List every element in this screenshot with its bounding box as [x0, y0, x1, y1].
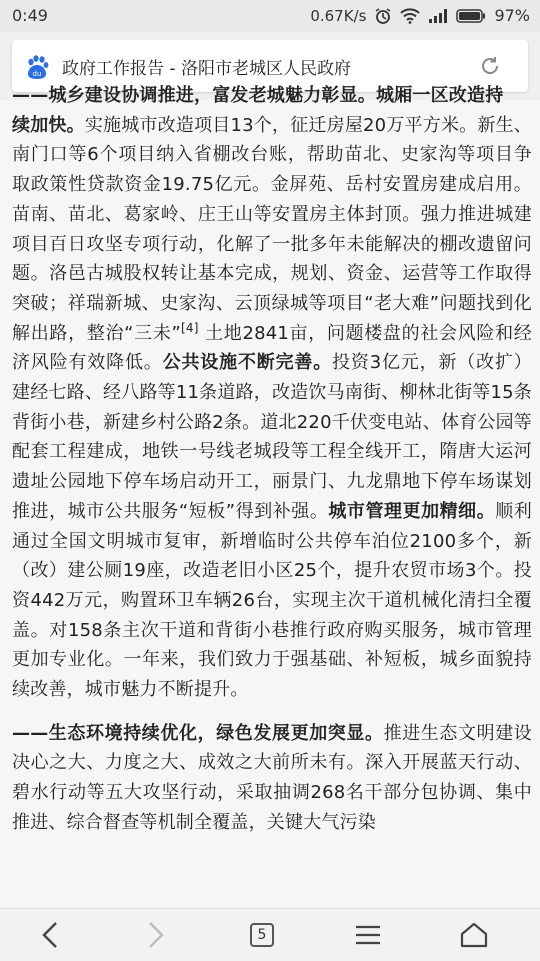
- chevron-right-icon: [146, 921, 166, 949]
- article-content: [12, 85, 533, 908]
- body-text: 投资3亿元，新（改扩）建经七路、经八路等11条道路，改造饮马南街、柳林北街等15条背街小巷，新建乡村公路2条。道北220千伏变电站、体育公园等配套工程建成，地铁一号线老城段等工程全线开工，隋唐大运河遗址公园地下停车场启动开工，丽景门、九龙鼎地下停车场谋划推进，城市公共服务“短板”得到补强。: [12, 352, 532, 522]
- alarm-icon: [374, 7, 392, 25]
- page-title: 政府工作报告 - 洛阳市老城区人民政府: [62, 59, 351, 79]
- baidu-paw-icon: [24, 54, 50, 80]
- article-paragraph-2: [12, 719, 532, 838]
- menu-button[interactable]: [352, 919, 384, 951]
- section-heading: 续加快。: [12, 114, 85, 136]
- battery-icon: [456, 9, 486, 23]
- footnote-ref: [4]: [181, 320, 199, 335]
- tabs-button[interactable]: [246, 919, 278, 951]
- wifi-icon: [400, 8, 420, 24]
- tab-count-badge: 5: [250, 923, 274, 947]
- signal-icon: [428, 8, 448, 24]
- status-time: 0:49: [12, 6, 48, 25]
- bottom-nav: [0, 908, 540, 961]
- status-right: [310, 6, 530, 25]
- reload-icon[interactable]: [478, 54, 502, 78]
- chevron-left-icon: [40, 921, 60, 949]
- forward-button[interactable]: [140, 919, 172, 951]
- body-text: 土地2841亩，问题楼盘的社会风险和经济风险有效降低。: [12, 322, 532, 374]
- battery-percent: 97%: [494, 6, 530, 25]
- section-heading: ——生态环境持续优化，绿色发展更加突显。: [12, 722, 384, 744]
- hamburger-icon: [354, 924, 382, 946]
- home-icon: [459, 921, 489, 949]
- body-text: 推进生态文明建设决心之大、力度之大、成效之大前所未有。深入开展蓝天行动、碧水行动等五大攻坚行动，采取抽调268名干部分包协调、集中推进、综合督查等机制全覆盖，关键大气污染: [12, 722, 532, 833]
- body-text: 顺利通过全国文明城市复审，新增临时公共停车泊位2100多个，新（改）建公厕19座，改造老旧小区25个，提升农贸市场3个。投资442万元，购置环卫车辆26台，实现主次干道机械化清扫全覆盖。对158条主次干道和背街小巷推行政府购买服务，城市管理更加专业化。一年来，我们致力于强基础、补短板，城乡面貌持续改善，城市魅力不断提升。: [12, 500, 533, 701]
- back-button[interactable]: [34, 919, 66, 951]
- network-speed: 0.67K/s: [310, 6, 367, 25]
- section-heading: 公共设施不断完善。: [162, 352, 333, 374]
- article-paragraph-1: [12, 111, 532, 705]
- section-heading: 城市管理更加精细。: [328, 500, 496, 522]
- home-button[interactable]: [458, 919, 490, 951]
- article-lead-cut: ——城乡建设协调推进，富发老城魅力彰显。城厢一区改造持: [12, 85, 504, 106]
- baidu-logo-text: du: [32, 70, 42, 78]
- body-text: 实施城市改造项目13个，征迁房屋20万平方米。新生、南门口等6个项目纳入省棚改台账，帮助苗北、史家沟等项目争取政策性贷款资金19.75亿元。金屏苑、岳村安置房建成启用。苗南、苗北、葛家岭、庄王山等安置房主体封顶。强力推进城建项目百日攻坚专项行动，化解了一批多年未能解决的棚改遗留问题。洛邑古城股权转让基本完成，规划、资金、运营等工作取得突破；祥瑞新城、史家沟、云顶绿城等项目“老大难”问题找到化解出路，整治“三未”: [12, 114, 532, 344]
- status-bar: [0, 0, 540, 32]
